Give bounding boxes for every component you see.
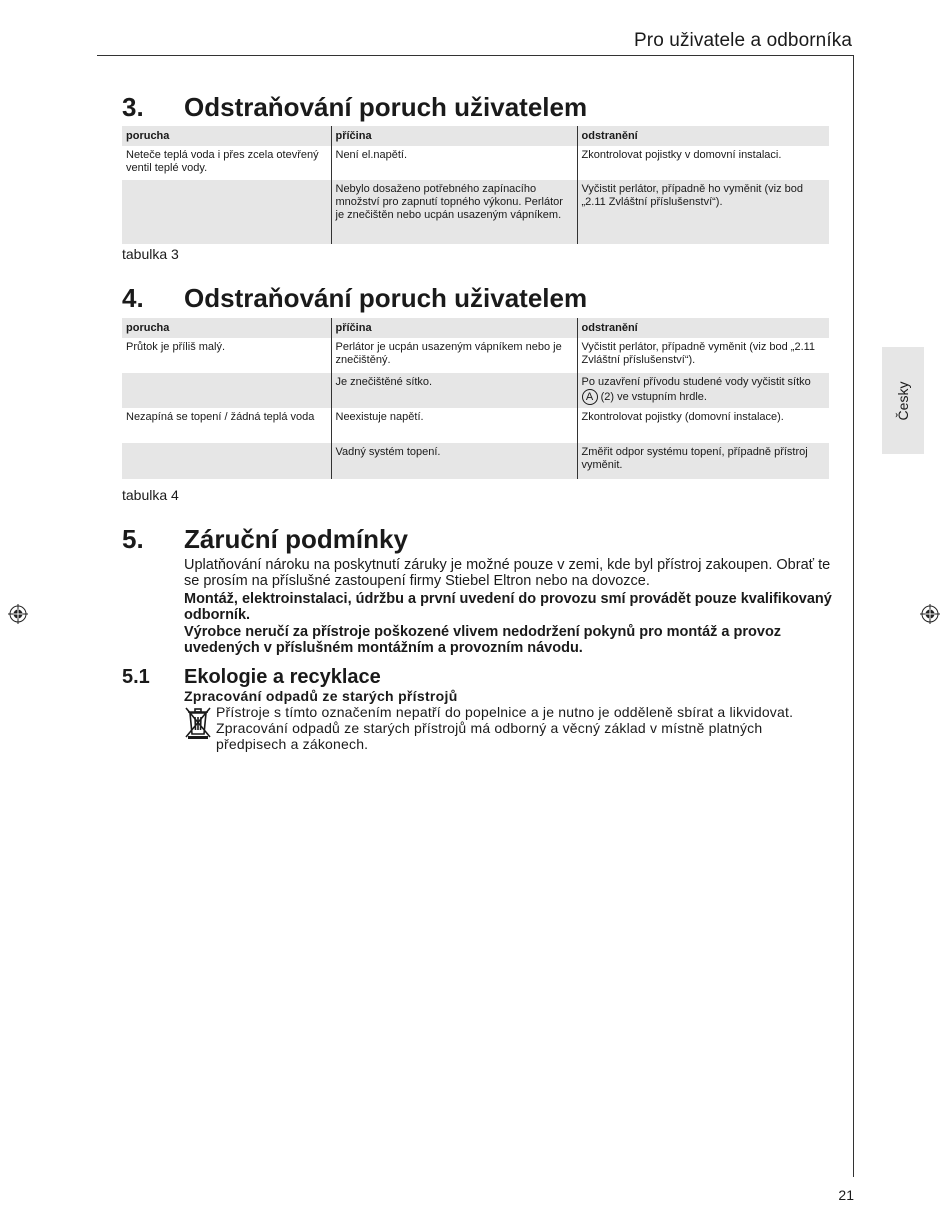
table-cell: Vyčistit perlátor, případně vyměnit (viz bod „2.11 Zvláštní příslušenství“). bbox=[577, 338, 829, 373]
table-cell: Nezapíná se topení / žádná teplá voda bbox=[126, 411, 315, 423]
section-number: 3. bbox=[122, 92, 144, 122]
column-header: příčina bbox=[331, 126, 577, 146]
table-cell bbox=[122, 443, 331, 479]
table-row bbox=[122, 146, 829, 180]
recycling-paragraph: Přístroje s tímto označením nepatří do popelnice a je nutno je odděleně sbírat a likvidovat. Zpracování odpadů ze starých přístrojů má odborný a věcný základ v místně platných předpisech a zákonech. bbox=[216, 704, 794, 752]
fix-text-end: (2) ve vstupním hrdle. bbox=[600, 390, 707, 403]
table-cell bbox=[122, 373, 331, 408]
section-number: 4. bbox=[122, 283, 144, 313]
section-number: 5. bbox=[122, 524, 144, 554]
table-cell: Nebylo dosaženo potřebného zapínacího množství pro zapnutí topného výkonu. Perlátor je znečištěn nebo ucpán usazeným vápníkem. bbox=[331, 180, 577, 244]
table-caption: tabulka 4 bbox=[122, 487, 179, 503]
running-header: Pro uživatele a odborníka bbox=[634, 30, 852, 51]
page-number: 21 bbox=[838, 1187, 854, 1203]
table-cell: Zkontrolovat pojistky v domovní instalaci. bbox=[577, 146, 829, 180]
troubleshooting-table-4 bbox=[122, 318, 829, 479]
table-row bbox=[122, 443, 829, 479]
column-header: porucha bbox=[122, 126, 331, 146]
column-header: odstranění bbox=[577, 318, 829, 338]
table-cell: Zkontrolovat pojistky (domovní instalace). bbox=[577, 408, 829, 443]
table-cell: Je znečištěné sítko. bbox=[331, 373, 577, 408]
language-tab bbox=[882, 347, 924, 454]
section-title: Záruční podmínky bbox=[184, 524, 408, 554]
warranty-paragraph: Uplatňování nároku na poskytnutí záruky je možné pouze v zemi, kde byl přístroj zakoupen. Obrať te se prosím na příslušné zastoupení firmy Stiebel Eltron nebo na dovozce. bbox=[184, 557, 831, 589]
table-cell: Neexistuje napětí. bbox=[331, 408, 577, 443]
table-row bbox=[122, 408, 829, 443]
table-caption: tabulka 3 bbox=[122, 246, 179, 262]
table-cell: Neteče teplá voda i přes zcela otevřený ventil teplé vody. bbox=[126, 149, 319, 174]
table-row bbox=[122, 338, 829, 373]
column-header: příčina bbox=[331, 318, 577, 338]
section-number: 5.1 bbox=[122, 666, 150, 688]
troubleshooting-table-3 bbox=[122, 126, 829, 244]
subsection-title: Zpracování odpadů ze starých přístrojů bbox=[184, 688, 458, 704]
crossed-bin-icon bbox=[184, 704, 212, 740]
section-title: Ekologie a recyklace bbox=[184, 666, 381, 688]
section-4-heading bbox=[122, 283, 587, 314]
language-tab-label: Česky bbox=[895, 381, 911, 420]
table-cell: Není el.napětí. bbox=[331, 146, 577, 180]
registration-mark-icon bbox=[920, 604, 940, 624]
installation-notice: Montáž, elektroinstalaci, údržbu a první uvedení do provozu smí provádět pouze kvalifikovaný odborník. bbox=[184, 591, 832, 623]
table-cell bbox=[122, 180, 331, 244]
liability-notice: Výrobce neručí za přístroje poškozené vlivem nedodržení pokynů pro montáž a provoz uvedených v příslušném montážním a provozním návodu. bbox=[184, 624, 782, 656]
table-cell: Perlátor je ucpán usazeným vápníkem nebo je znečištěný. bbox=[331, 338, 577, 373]
column-header: porucha bbox=[122, 318, 331, 338]
table-cell bbox=[577, 373, 829, 408]
column-header: odstranění bbox=[577, 126, 829, 146]
fix-text-start: Po uzavření přívodu studené vody vyčistit sítko bbox=[581, 376, 811, 388]
section-5-1-heading bbox=[122, 666, 381, 689]
section-3-heading bbox=[122, 92, 587, 123]
table-cell: Vyčistit perlátor, případně ho vyměnit (viz bod „2.11 Zvláštní příslušenství“). bbox=[577, 180, 829, 244]
section-title: Odstraňování poruch uživatelem bbox=[184, 92, 588, 122]
registration-mark-icon bbox=[8, 604, 28, 624]
table-cell: Vadný systém topení. bbox=[331, 443, 577, 479]
table-row bbox=[122, 373, 829, 408]
header-rule bbox=[97, 55, 854, 56]
section-5-heading bbox=[122, 524, 408, 555]
margin-rule bbox=[853, 55, 854, 1177]
table-row bbox=[122, 180, 829, 244]
table-cell: Změřit odpor systému topení, případně přístroj vyměnit. bbox=[577, 443, 829, 479]
part-marker-a: A bbox=[582, 389, 598, 405]
table-cell: Průtok je příliš malý. bbox=[126, 341, 226, 353]
section-title: Odstraňování poruch uživatelem bbox=[184, 283, 588, 313]
